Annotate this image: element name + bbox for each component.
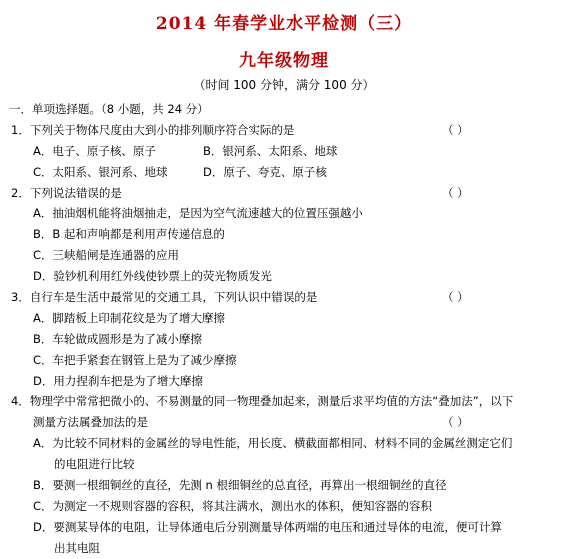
question-1-text: 1．下列关于物体尺度由大到小的排列顺序符合实际的是 [11,122,295,137]
exam-meta: （时间 100 分钟，满分 100 分） [193,78,375,92]
question-list [9,99,561,559]
option-a-continued: 的电阻进行比较 [54,457,135,472]
question-4-stem: 4．物理学中常常把微小的、不易测量的同一物理叠加起来，测量后求平均值的方法“叠加法”，以下 [11,394,514,409]
question-4-stem-continued [9,412,561,433]
question-1-options-row-2 [9,162,561,183]
option-d: D．用力捏刹车把是为了增大摩擦 [33,373,203,388]
option-a: A．脚踏板上印制花纹是为了增大摩擦 [33,310,225,325]
option-c: C．车把手紧套在钢管上是为了减少摩擦 [33,352,237,367]
answer-blank: （ ） [442,185,469,200]
question-2-stem [9,183,561,204]
question-3-text: 3．自行车是生活中最常见的交通工具，下列认识中错误的是 [11,290,318,305]
subject-title: 九年级物理 [239,51,329,71]
question-1-stem [9,120,561,141]
option-b: B．要测一根细铜丝的直径，先测 n 根细铜丝的总直径，再算出一根细铜丝的直径 [33,478,447,493]
answer-blank: （ ） [442,415,469,430]
question-1-options-row-1 [9,141,561,162]
question-4-text: 测量方法属叠加法的是 [33,415,148,430]
question-2-text: 2．下列说法错误的是 [11,185,122,200]
option-d: D．验钞机利用红外线使钞票上的荧光物质发光 [33,269,272,284]
option-a: A．电子、原子核、原子 [33,143,156,158]
option-d: D．原子、夸克、原子核 [203,164,327,179]
option-d-continued: 出其电阻 [54,540,100,555]
option-d: D．要测某导体的电阻，让导体通电后分别测量导体两端的电压和通过导体的电流，便可计算 [33,519,502,534]
option-c: C．三峡船闸是连通器的应用 [33,248,180,263]
answer-blank: （ ） [442,290,469,305]
answer-blank: （ ） [442,122,469,137]
option-b: B．B 起和声响都是利用声传递信息的 [33,227,225,242]
option-a: A．抽油烟机能将油烟抽走，是因为空气流速越大的位置压强越小 [33,206,363,221]
section-heading: 一．单项选择题。（8 小题，共 24 分） [9,102,209,116]
option-b: B．车轮做成圆形是为了减小摩擦 [33,331,202,346]
main-title: 2014 年春学业水平检测（三） [155,14,413,34]
option-c: C．为测定一不规则容器的容积，将其注满水，测出水的体积，便知容器的容积 [33,498,433,513]
option-a: A．为比较不同材料的金属丝的导电性能，用长度、横截面都相同、材料不同的金属丝测定它们 [33,436,513,451]
question-3-stem [9,287,561,308]
option-c: C．太阳系、银河系、地球 [33,164,168,179]
option-b: B．银河系、太阳系、地球 [203,143,338,158]
